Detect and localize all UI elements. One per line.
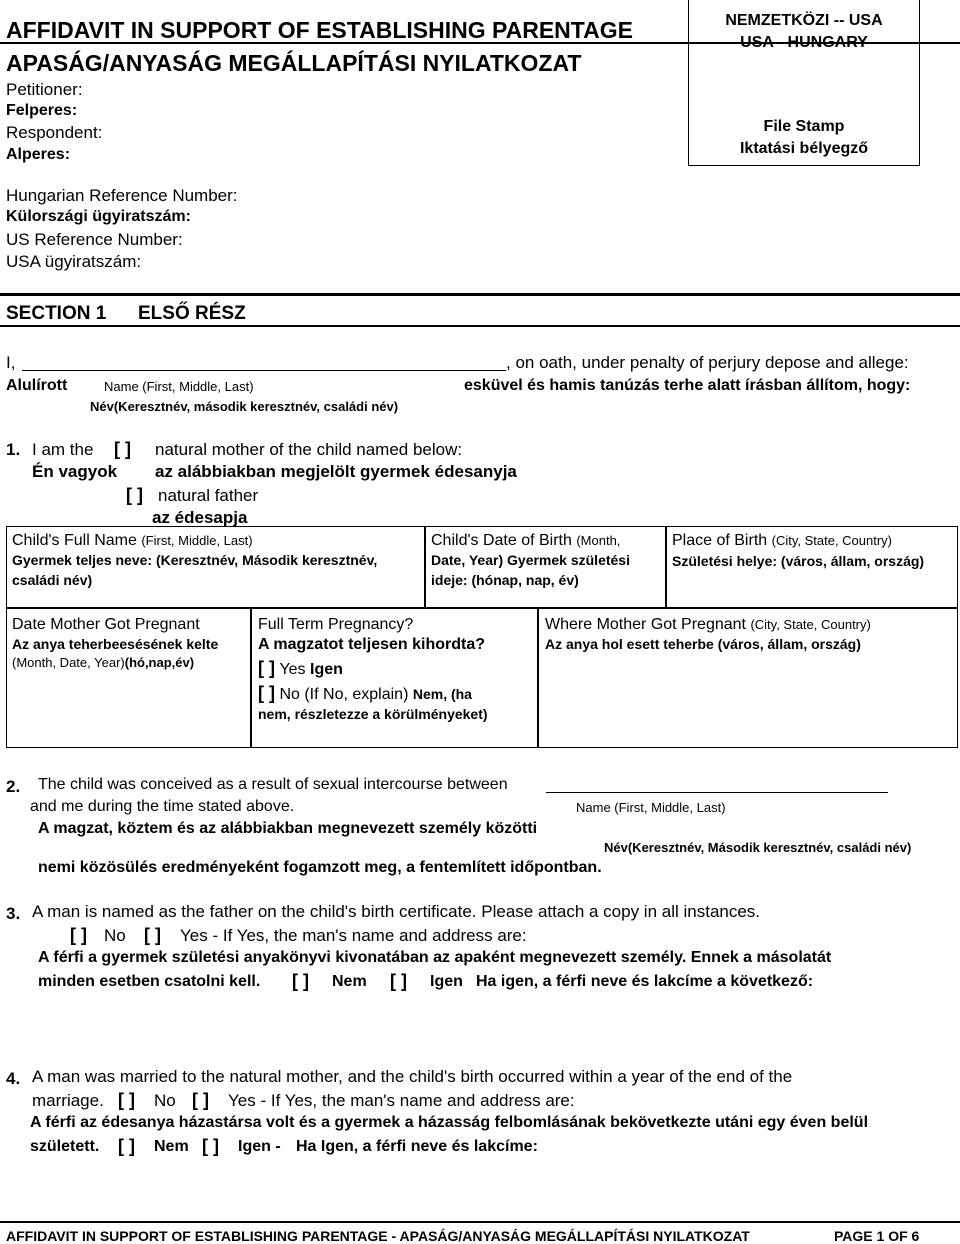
date-pregnant-hu: Az anya teherbeesésének kelte <box>12 636 219 652</box>
oath-text: , on oath, under penalty of perjury depose and allege: <box>506 353 909 372</box>
section1-top-rule <box>0 293 960 296</box>
father-option-label: natural father <box>158 486 259 505</box>
alulirott-label: Alulírott <box>6 377 68 394</box>
hungarian-ref-label: Hungarian Reference Number: <box>6 186 238 205</box>
item3-nem-label: Nem <box>332 973 367 990</box>
title-hu: APASÁG/ANYASÁG MEGÁLLAPÍTÁSI NYILATKOZAT <box>6 50 582 76</box>
item4-number: 4. <box>6 1069 21 1088</box>
item3-igen-label: Igen <box>430 973 463 990</box>
full-term-lead: Full Term Pregnancy? <box>258 616 414 633</box>
item3-no-checkbox[interactable]: [ ] <box>70 925 87 945</box>
item4-yes-label: Yes - If Yes, the man's name and address are: <box>228 1091 575 1110</box>
name-hint-hu: Név(Keresztnév, második keresztnév, családi név) <box>90 399 399 414</box>
mother-option-label-hu: az alábbiakban megjelölt gyermek édesanyja <box>155 462 517 481</box>
title-en: AFFIDAVIT IN SUPPORT OF ESTABLISHING PARENTAGE <box>6 17 633 43</box>
section1-label-hu: ELSŐ RÉSZ <box>138 303 246 324</box>
where-pregnant-hu: Az anya hol esett teherbe (város, állam, ország) <box>545 636 861 652</box>
stamp-line1: NEMZETKÖZI -- USA <box>725 12 883 29</box>
full-term-yes-label: Yes <box>279 661 306 678</box>
stamp-line2: USA - HUNGARY <box>740 34 868 51</box>
place-of-birth-cell[interactable] <box>666 528 958 608</box>
full-term-hu: A magzatot teljesen kihordta? <box>258 636 485 653</box>
item1-number: 1. <box>6 440 21 459</box>
item2-line2: and me during the time stated above. <box>30 798 295 815</box>
item2-line1: The child was conceived as a result of sexual intercourse between <box>38 776 508 793</box>
item2-name-hint: Name (First, Middle, Last) <box>576 800 726 815</box>
full-term-yes-hu: Igen <box>310 661 343 678</box>
item4-nem-checkbox[interactable]: [ ] <box>118 1136 135 1156</box>
full-term-cell <box>252 612 537 726</box>
child-dob-lead: Child's Date of Birth <box>431 532 572 549</box>
item4-igen-checkbox[interactable]: [ ] <box>202 1136 219 1156</box>
respondent-label-hu: Alperes: <box>6 146 71 163</box>
where-pregnant-lead: Where Mother Got Pregnant <box>545 616 746 633</box>
section1-label: SECTION 1 <box>6 303 107 324</box>
item4-no-checkbox[interactable]: [ ] <box>118 1090 135 1110</box>
item4-marriage: marriage. <box>32 1091 104 1110</box>
petitioner-label-hu: Felperes: <box>6 102 78 119</box>
item2-hu1: A magzat, köztem és az alábbiakban megnevezett személy közötti <box>38 820 538 837</box>
item3-hu2: minden esetben csatolni kell. <box>38 973 261 990</box>
mother-checkbox[interactable]: [ ] <box>114 439 131 459</box>
item4-nem-label: Nem <box>154 1138 189 1155</box>
item2-number: 2. <box>6 777 21 796</box>
section1-bottom-rule <box>0 325 960 327</box>
item3-hu-rest: Ha igen, a férfi neve és lakcíme a következő: <box>476 973 814 990</box>
page-number: PAGE 1 OF 6 <box>834 1228 920 1244</box>
item4-hu-rest: Ha Igen, a férfi neve és lakcíme: <box>296 1138 538 1155</box>
item4-yes-checkbox[interactable]: [ ] <box>192 1090 209 1110</box>
petitioner-label: Petitioner: <box>6 80 83 99</box>
file-stamp-label-hu: Iktatási bélyegző <box>739 140 869 157</box>
child-full-name-cell[interactable] <box>6 528 424 608</box>
pob-lead: Place of Birth <box>672 532 768 549</box>
date-mother-pregnant-cell[interactable] <box>6 612 250 676</box>
i-label: I, <box>6 353 16 372</box>
child-name-hint: (First, Middle, Last) <box>141 533 253 548</box>
footer-rule <box>0 1221 960 1223</box>
date-pregnant-lead: Date Mother Got Pregnant <box>12 616 200 633</box>
oath-text-hu: esküvel és hamis tanúzás terhe alatt írásban állítom, hogy: <box>464 377 911 394</box>
child-name-hu: Gyermek teljes neve: (Keresztnév, Második keresztnév, családi név) <box>12 552 378 588</box>
item2-hu2: nemi közösülés eredményeként fogamzott meg, a fentemlített időpontban. <box>38 859 602 876</box>
item3-number: 3. <box>6 904 21 923</box>
item3-hu1: A férfi a gyermek születési anyakönyvi kivonatában az apaként megnevezett személy. Ennek a másolatát <box>38 949 832 966</box>
where-pregnant-cell[interactable] <box>539 612 958 656</box>
date-pregnant-hint-hu: (hó,nap,év) <box>124 655 195 670</box>
item3-no-label: No <box>104 926 126 945</box>
i-am-the: I am the <box>32 440 94 459</box>
child-dob-cell[interactable] <box>425 528 665 608</box>
full-term-no-label: No (If No, explain) <box>279 686 409 703</box>
item2-name-hint-hu: Név(Keresztnév, Második keresztnév, családi név) <box>604 840 912 855</box>
child-name-lead: Child's Full Name <box>12 532 137 549</box>
item3-nem-checkbox[interactable]: [ ] <box>292 971 309 991</box>
name-hint: Name (First, Middle, Last) <box>104 379 254 394</box>
item4-hu1: A férfi az édesanya házastársa volt és a gyermek a házasság felbomlásának bekövetkezte utáni egy éven belül <box>30 1114 869 1131</box>
footer-title: AFFIDAVIT IN SUPPORT OF ESTABLISHING PARENTAGE - APASÁG/ANYASÁG MEGÁLLAPÍTÁSI NYILATKOZAT <box>6 1228 750 1244</box>
item4-line1: A man was married to the natural mother, and the child's birth occurred within a year of the end of the <box>32 1067 793 1086</box>
full-term-no-checkbox[interactable]: [ ] <box>258 683 275 703</box>
item3-yes-checkbox[interactable]: [ ] <box>144 925 161 945</box>
item3-yes-label: Yes - If Yes, the man's name and address are: <box>180 926 527 945</box>
en-vagyok: Én vagyok <box>32 462 118 481</box>
pob-hint: (City, State, Country) <box>771 533 893 548</box>
father-checkbox[interactable]: [ ] <box>126 485 143 505</box>
full-term-no-hu: Nem, (ha <box>412 686 472 702</box>
us-ref-label: US Reference Number: <box>6 230 183 249</box>
hungarian-ref-label-hu: Külországi ügyiratszám: <box>6 208 191 225</box>
item3-igen-checkbox[interactable]: [ ] <box>390 971 407 991</box>
us-ref-label-hu: USA ügyiratszám: <box>6 252 142 271</box>
file-stamp-label: File Stamp <box>763 118 845 135</box>
mother-option-label: natural mother of the child named below: <box>155 440 463 459</box>
affiant-name-line[interactable] <box>22 370 506 371</box>
item4-szuletett: született. <box>30 1138 100 1155</box>
where-pregnant-hint: (City, State, Country) <box>750 617 871 632</box>
full-term-no-hu-2: nem, részletezze a körülményeket) <box>258 706 488 722</box>
child-dob-hint-rest: Date, Year) <box>431 552 504 568</box>
item3-line1: A man is named as the father on the child's birth certificate. Please attach a copy in all instances. <box>32 902 761 921</box>
item4-igen-label: Igen - <box>238 1138 281 1155</box>
file-stamp-box[interactable] <box>688 0 920 166</box>
father-option-label-hu: az édesapja <box>152 508 248 527</box>
respondent-label: Respondent: <box>6 123 103 142</box>
full-term-yes-checkbox[interactable]: [ ] <box>258 658 275 678</box>
child-dob-hint: (Month, <box>576 533 621 548</box>
date-pregnant-hint: (Month, Date, Year) <box>12 655 125 670</box>
item4-no-label: No <box>154 1091 176 1110</box>
item2-name-line[interactable] <box>546 792 888 793</box>
pob-hu: Születési helye: (város, állam, ország) <box>672 553 925 569</box>
child-dob-hu: Gyermek születési ideje: (hónap, nap, év) <box>431 552 630 588</box>
